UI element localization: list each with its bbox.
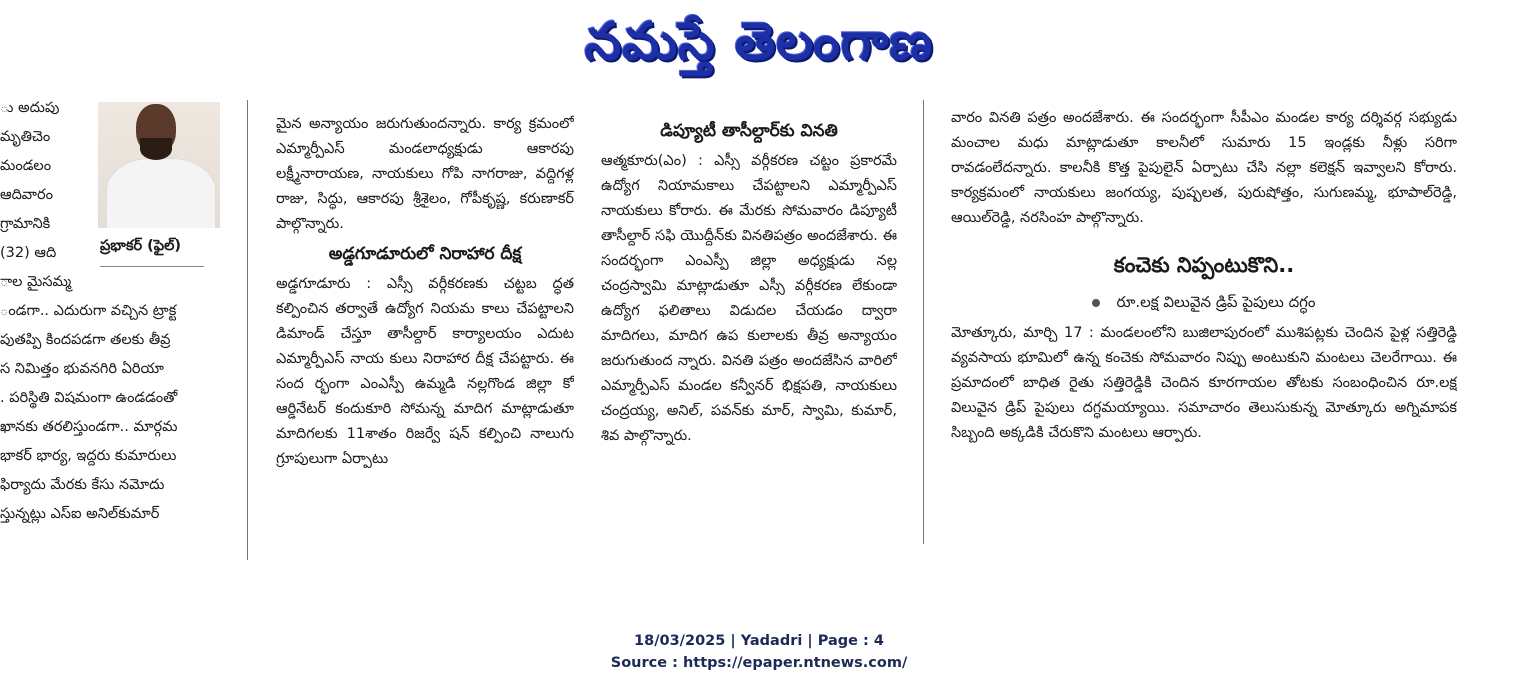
col1-line: స్తున్నట్లు ఎస్ఐ అనిల్‌కుమార్ <box>0 506 160 522</box>
article-lead-cpm: వారం వినతి పత్రం అందజేశారు. ఈ సందర్భంగా సీపీఎం మండల కార్య దర్శివర్గ సభ్యుడు మంచాల మధు మాట్లాడుతూ కాలనీలో సుమారు 15 ఇండ్లకు నీళ్లు సరిగా రావడంలేదన్నారు. కాలనీకి కొత్త పైపులైన్ ఏర్పాటు చేసి నల్లా కలెక్షన్ ఇవ్వాలని కోరారు. కార్యక్రమంలో నాయకులు జంగయ్య, పుష్పలత, పురుషోత్తం, సుగుణమ్మ, భూపాల్‌రెడ్డి, ఆయిల్‌రెడ్డి, నరసింహ పాల్గొన్నారు. <box>951 110 1457 226</box>
article-body-addagudur: అడ్డగూడూరు : ఎస్సీ వర్గీకరణకు చట్టబ ద్ధత కల్పించిన తర్వాతే ఉద్యోగ నియమ కాలు చేపట్టాలని డిమాండ్ చేస్తూ తాసీల్దార్ కార్యాలయం ఎదుట ఎమ్మార్పీఎస్ నాయ కులు నిరాహార దీక్ష చేపట్టారు. ఈ సంద ర్భంగా ఎంఎస్పీ ఉమ్మడి నల్లగొండ జిల్లా కో ఆర్డినేటర్ కందుకూరి సోమన్న మాదిగ మాట్లాడుతూ మాదిగలకు 11శాతం రిజర్వే షన్ కల్పించి నాలుగు గ్రూపులుగా ఏర్పాటు <box>276 276 574 467</box>
footer-date-line: 18/03/2025 | Yadadri | Page : 4 <box>634 633 884 649</box>
footer-source-line: Source : https://epaper.ntnews.com/ <box>610 655 908 671</box>
column-2 <box>276 112 574 572</box>
col1-line: పుతప్పి కిందపడగా తలకు తీవ్ర <box>0 332 171 348</box>
article-body-atmakur: ఆత్మకూరు(ఎం) : ఎస్సీ వర్గీకరణ చట్టం ప్రకారమే ఉద్యోగ నియామకాలు చేపట్టాలని ఎమ్మార్పీఎస్ నాయకులు కోరారు. ఈ మేరకు సోమవారం డిప్యూటీ తాసీల్దార్ సఫి యొద్దీన్‌కు వినతిపత్రం అందజేశారు. ఈ సందర్భంగా ఎంఎస్పీ జిల్లా అధ్యక్షుడు నల్ల చంద్రస్వామి మాట్లాడుతూ ఎస్సీ వర్గీకరణ లేకుండా ఉద్యోగ ఫలితాలు విడుదల చేయడం ద్వారా మాదిగలు, మాదిగ ఉప కులాలకు తీవ్ర అన్యాయం జరుగుతుంద న్నారు. వినతి పత్రం అందజేసిన వారిలో ఎమ్మార్పీఎస్ మండల కన్వీనర్ భిక్షపతి, నాయకులు చంద్రయ్య, అనిల్, పవన్‌కు మార్, స్వామి, కుమార్, శివ పాల్గొన్నారు. <box>601 153 897 444</box>
col1-line: ాల మైసమ్మ <box>0 274 72 290</box>
col1-line: ండగా.. ఎదురుగా వచ్చిన ట్రాక్ట <box>0 303 177 319</box>
col1-line: (32) ఆది <box>0 245 57 261</box>
col1-line: గ్రామానికి <box>0 216 51 232</box>
col1-line: ఆదివారం <box>0 187 53 203</box>
masthead-title: నమస్తే తెలంగాణ <box>584 12 934 72</box>
person-photo <box>98 102 220 228</box>
article-headline-fire: కంచెకు నిప్పంటుకొని.. <box>1113 253 1295 277</box>
article-headline-addagudur: అడ్డగూడూరులో నిరాహార దీక్ష <box>328 244 522 264</box>
col1-line: ఫిర్యాదు మేరకు కేసు నమోదు <box>0 477 165 493</box>
column-3 <box>601 114 897 554</box>
col1-line: స నిమిత్తం భువనగిరి ఏరియా <box>0 361 164 377</box>
column-divider-1 <box>247 100 248 560</box>
col1-line: . పరిస్థితి విషమంగా ఉండడంతో <box>0 390 178 406</box>
column-divider-2 <box>923 100 924 544</box>
col1-line: మృతిచెం <box>0 129 51 145</box>
col1-line: మండలం <box>0 158 52 174</box>
bullet-icon <box>1092 299 1100 307</box>
article-headline-deputy-tahsildar: డిప్యూటీ తాసీల్దార్‌కు వినతి <box>660 121 838 141</box>
column-4 <box>951 106 1457 546</box>
article-subheadline: రూ.లక్ష విలువైన డ్రిప్ పైపులు దగ్ధం <box>951 289 1457 315</box>
photo-caption: ప్రభాకర్ (ఫైల్) <box>100 238 182 254</box>
col1-line: ు అదుపు <box>0 100 60 116</box>
article-body-fire: మోత్కూరు, మార్చి 17 : మండలంలోని బుజిలాపురంలో ముశిపట్లకు చెందిన పైళ్ల సత్తిరెడ్డి వ్యవసాయ భూమిలో ఉన్న కంచెకు సోమవారం నిప్పు అంటుకుని మంటలు చెలరేగాయి. ఈ ప్రమాదంలో బాధిత రైతు సత్తిరెడ్డికి చెందిన కూరగాయల తోటకు సంబంధించిన రూ.లక్ష విలువైన డ్రిప్ పైపులు దగ్ధమయ్యాయి. సమాచారం తెలుసుకున్న మోత్కూరు అగ్నిమాపక సిబ్బంది అక్కడికి చేరుకొని మంటలు ఆర్పారు. <box>951 325 1457 441</box>
col1-line: భాకర్ భార్య, ఇద్దరు కుమారులు <box>0 448 177 464</box>
caption-divider <box>100 266 204 267</box>
col1-line: ఖానకు తరలిస్తుండగా.. మార్గమ <box>0 419 178 435</box>
article-lead-text: మైన అన్యాయం జరుగుతుందన్నారు. కార్య క్రమంలో ఎమ్మార్పీఎస్ మండలాధ్యక్షుడు ఆకారపు లక్ష్మీనారాయణ, నాయకులు గోపి నాగరాజు, వద్దిగళ్ల రాజు, సిద్ధు, ఆకారపు శ్రీశైలం, గోపీకృష్ణ, కరుణాకర్ పాల్గొన్నారు. <box>276 116 574 232</box>
